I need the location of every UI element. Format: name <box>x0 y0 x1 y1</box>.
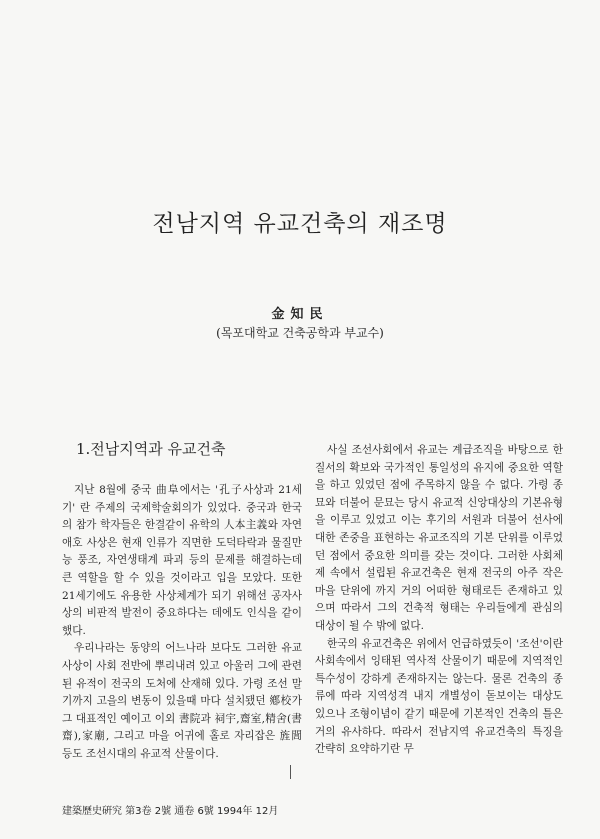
author-affiliation: (목포대학교 건축공학과 부교수) <box>216 326 384 340</box>
left-paragraph-1: 지난 8월에 중국 曲阜에서는 '孔子사상과 21세기' 란 주제의 국제학술회의가 있었다. 중국과 한국의 참가 학자들은 한결같이 유학의 人本主義와 자연애호 사상은 현재 인류가 직면한 도덕타락과 물질만능 풍조, 자연생태계 파괴 등의 문제를 해결하는데 큰 역할을 할 수 있을 것이라고 입을 모았다. 또한 21세기에도 유용한 사상체계가 되기 위해선 공자사상의 비판적 발전이 중요하다는 데에도 인식을 같이 했다. <box>62 484 302 637</box>
author-name: 金知民 <box>271 307 329 322</box>
left-paragraph-2: 우리나라는 동양의 어느나라 보다도 그러한 유교사상이 사회 전반에 뿌리내려 있고 아울러 그에 관련된 유적이 전국의 도처에 산재해 있다. 가령 조선 말기까지 고을의 변동이 있을때 마다 설치됐던 鄕校가 그 대표적인 예이고 이외 書院과 祠宇,齋室,精舍(書齋),家廟, 그리고 마을 어귀에 홀로 자리잡은 旌閭 등도 조선시대의 유교적 산물이다. <box>62 642 302 760</box>
left-column <box>62 482 302 764</box>
right-paragraph-1: 사실 조선사회에서 유교는 계급조직을 바탕으로 한 질서의 확보와 국가적인 통일성의 유지에 중요한 역할을 하고 있었던 점에 주목하지 않을 수 없다. 가령 종묘와 더불어 문묘는 당시 유교적 신앙대상의 기본유형을 이루고 있었고 이는 후기의 서원과 더불어 선사에 대한 존중을 표현하는 유교조직의 기본 단위를 이루었던 점에서 중요한 의미를 갖는 것이다. 그러한 사회체제 속에서 설립된 유교건축은 현재 전국의 아주 작은 마을 단위에 까지 거의 어떠한 형태로든 존재하고 있으며 따라서 그의 건축적 형태는 우리들에게 관심의 대상이 될 수 밖에 없다. <box>315 444 563 632</box>
column-mark <box>290 765 291 779</box>
section-heading: 1.전남지역과 유교건축 <box>76 440 226 458</box>
journal-footer: 建築歷史硏究 第3卷 2號 通卷 6號 1994年 12月 <box>62 806 279 817</box>
right-column <box>315 442 563 759</box>
right-paragraph-2: 한국의 유교건축은 위에서 언급하였듯이 '조선'이란 사회속에서 잉태된 역사적 산물이기 때문에 지역적인 특수성이 강하게 존재하지는 않는다. 물론 건축의 종류에 따라 지역성격 내지 개별성이 돋보이는 대상도 있으나 조형이념이 같기 때문에 기본적인 건축의 틀은 거의 유사하다. 따라서 전남지역 유교건축의 특징을 간략히 요약하기란 무 <box>315 637 563 756</box>
article-title: 전남지역 유교건축의 재조명 <box>152 211 448 237</box>
